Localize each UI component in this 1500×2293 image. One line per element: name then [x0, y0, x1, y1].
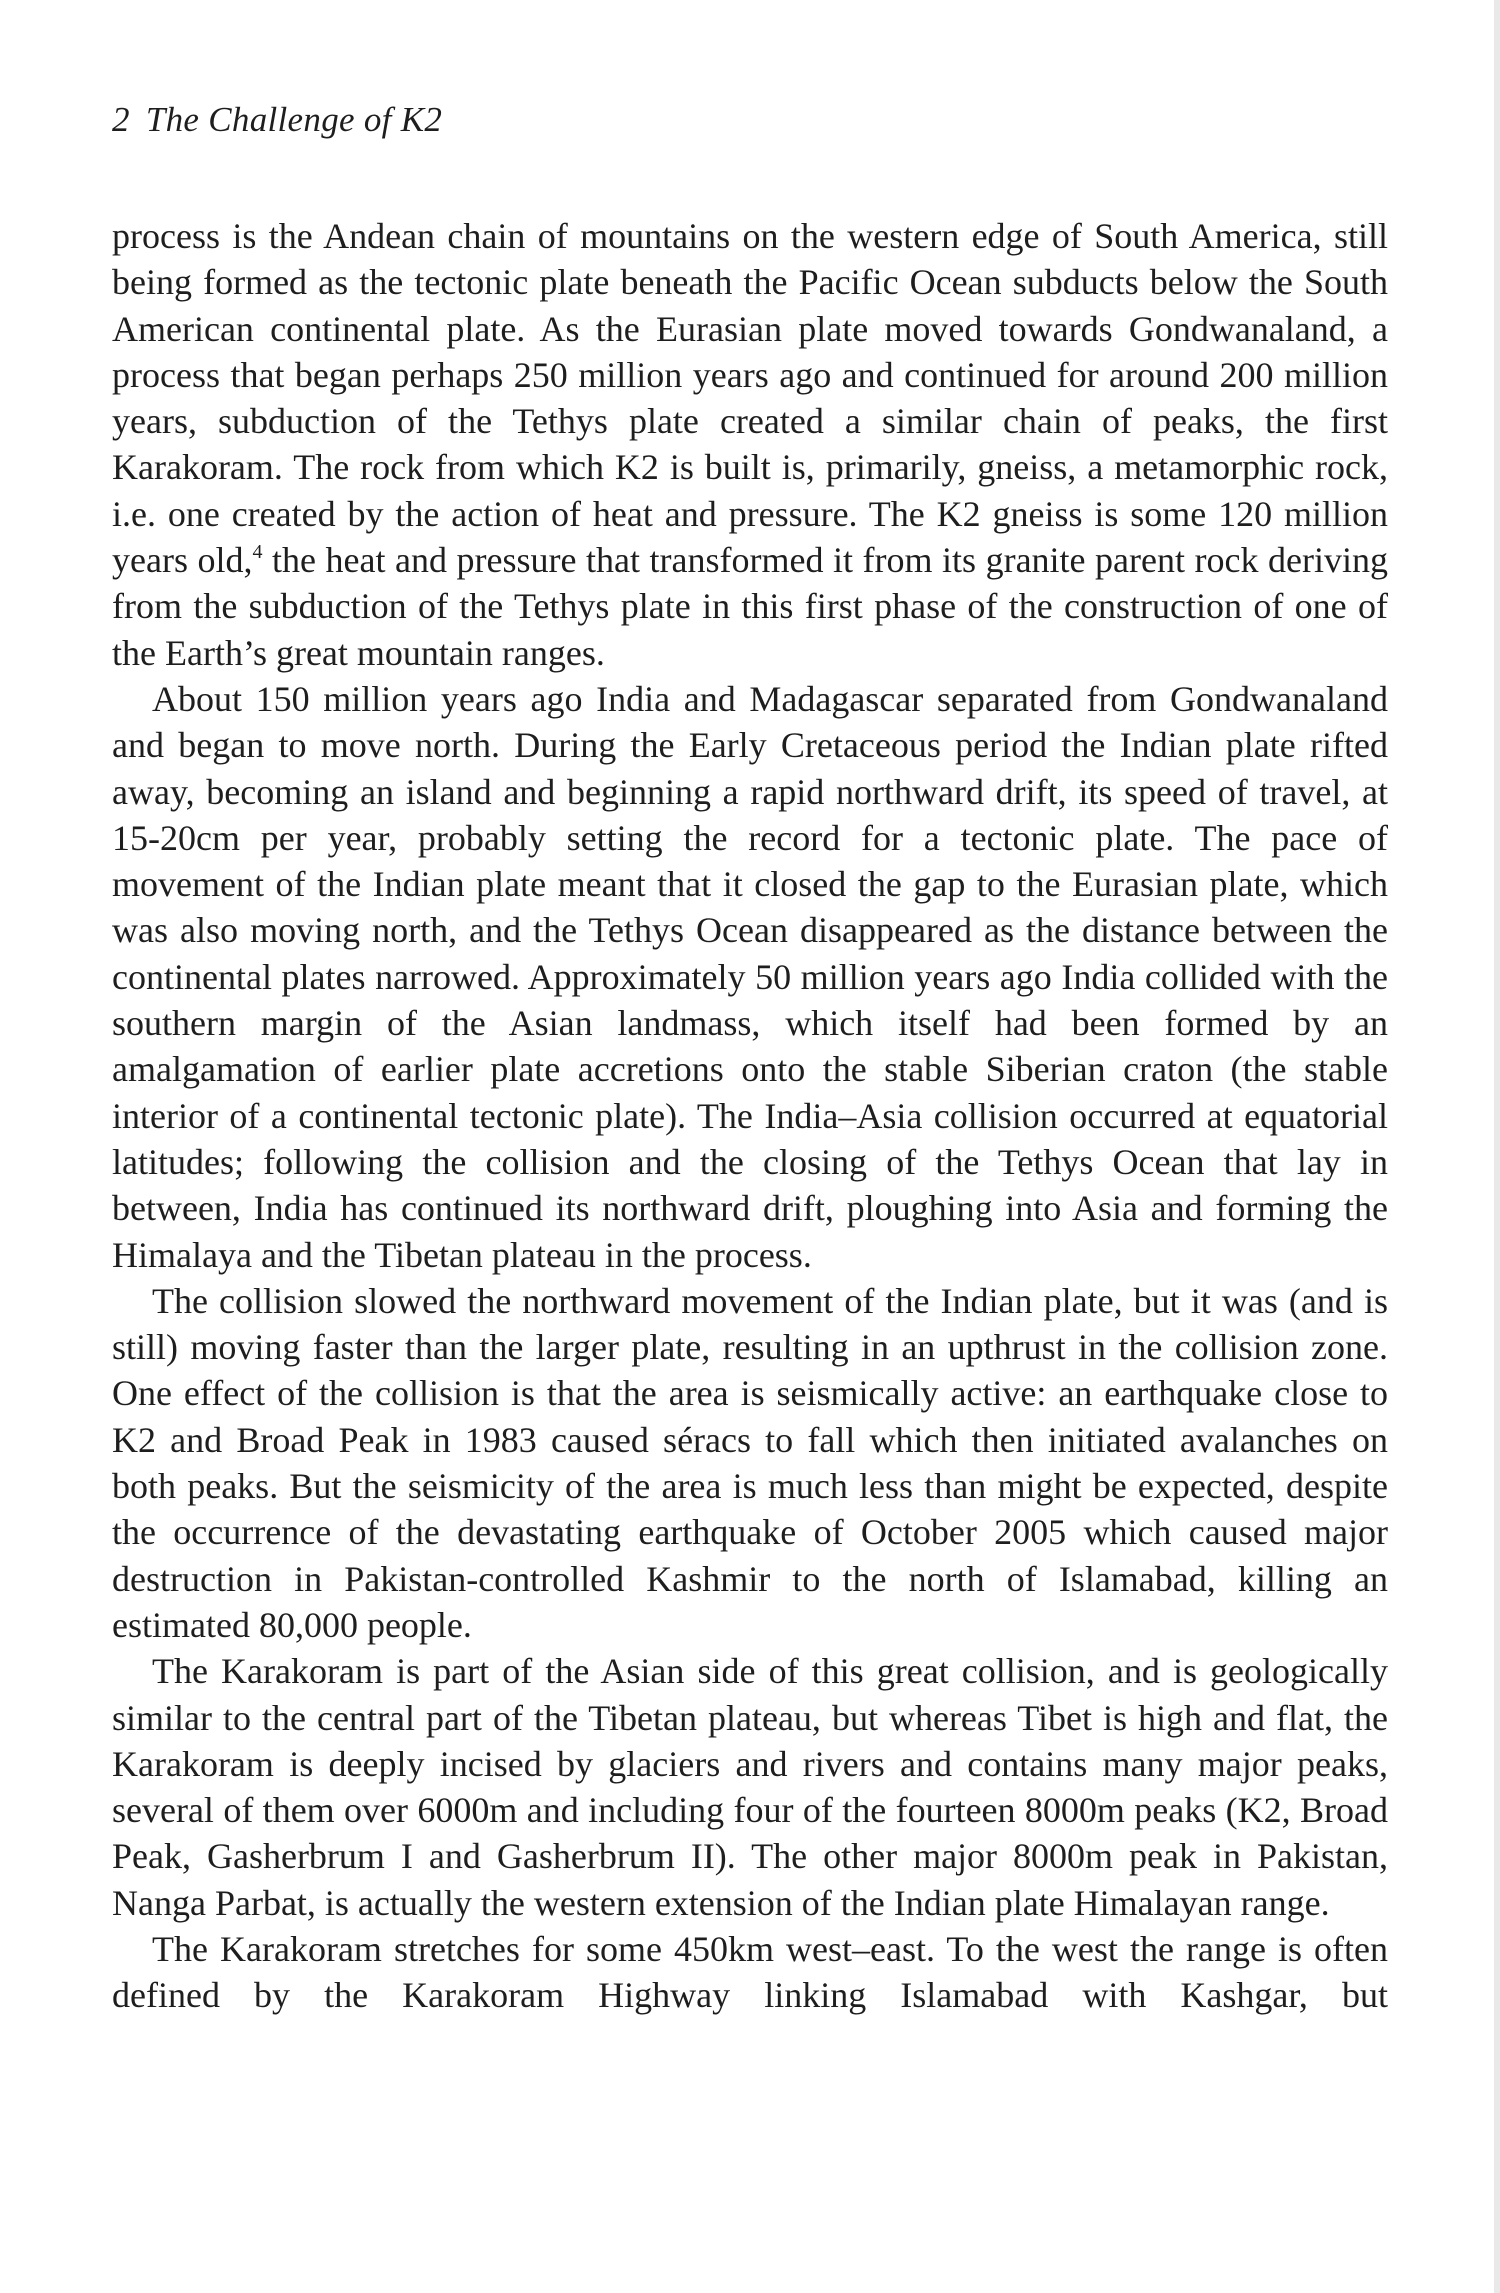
body-text: [112, 213, 1388, 2019]
footnote-ref: 4: [252, 541, 263, 564]
paragraph-5: The Karakoram stretches for some 450km west–east. To the west the range is often defined by the Karakoram Highway linking Islamabad with Kashgar, but: [112, 1928, 1388, 2016]
paragraph-3: The collision slowed the northward movement of the Indian plate, but it was (and is still) moving faster than the larger plate, resulting in an upthrust in the collision zone. One effect of the collision is that the area is seismically active: an earthquake close to K2 and Broad Peak in 1983 caused séracs to fall which then initiated avalanches on both peaks. But the seismicity of the area is much less than might be expected, despite the occurrence of the devastating earthquake of October 2005 which caused major destruction in Pakistan-controlled Kashmir to the north of Islamabad, killing an estimated 80,000 people.: [112, 1280, 1388, 1645]
page-edge: [1494, 0, 1500, 2293]
paragraph-2: About 150 million years ago India and Madagascar separated from Gondwanaland and began to move north. During the Early Cretaceous period the Indian plate rifted away, becoming an island and beginning a rapid northward drift, its speed of travel, at 15-20cm per year, probably setting the record for a tectonic plate. The pace of movement of the Indian plate meant that it closed the gap to the Eurasian plate, which was also moving north, and the Tethys Ocean disappeared as the distance between the continental plates narrowed. Approximately 50 million years ago India collided with the southern margin of the Asian landmass, which itself had been formed by an amalgamation of earlier plate accretions onto the stable Siberian craton (the stable interior of a continental tectonic plate). The India–Asia collision occurred at equatorial latitudes; following the collision and the closing of the Tethys Ocean that lay in between, India has continued its northward drift, ploughing into Asia and forming the Himalaya and the Tibetan plateau in the process.: [112, 678, 1388, 1275]
running-head: [112, 100, 442, 140]
running-title: The Challenge of K2: [145, 100, 443, 139]
paragraph-1-text-after: the heat and pressure that transformed it from its granite parent rock deriving from the subduction of the Tethys plate in this first phase of the construction of one of the Earth’s great mountain ranges.: [112, 540, 1388, 673]
paragraph-1-text: process is the Andean chain of mountains on the western edge of South America, still being formed as the tectonic plate beneath the Pacific Ocean subducts below the South American continental plate. As the Eurasian plate moved towards Gondwanaland, a process that began perhaps 250 million years ago and continued for around 200 million years, subduction of the Tethys plate created a similar chain of peaks, the first Karakoram. The rock from which K2 is built is, primarily, gneiss, a metamorphic rock, i.e. one created by the action of heat and pressure. The K2 gneiss is some 120 million years old,: [112, 216, 1388, 581]
paragraph-4: The Karakoram is part of the Asian side of this great collision, and is geologically similar to the central part of the Tibetan plateau, but whereas Tibet is high and flat, the Karakoram is deeply incised by glaciers and rivers and contains many major peaks, several of them over 6000m and including four of the fourteen 8000m peaks (K2, Broad Peak, Gasherbrum I and Gasherbrum II). The other major 8000m peak in Pakistan, Nanga Parbat, is actually the western extension of the Indian plate Himalayan range.: [112, 1651, 1388, 1923]
page-number: 2: [112, 100, 130, 139]
paragraph-1: [112, 213, 1388, 676]
